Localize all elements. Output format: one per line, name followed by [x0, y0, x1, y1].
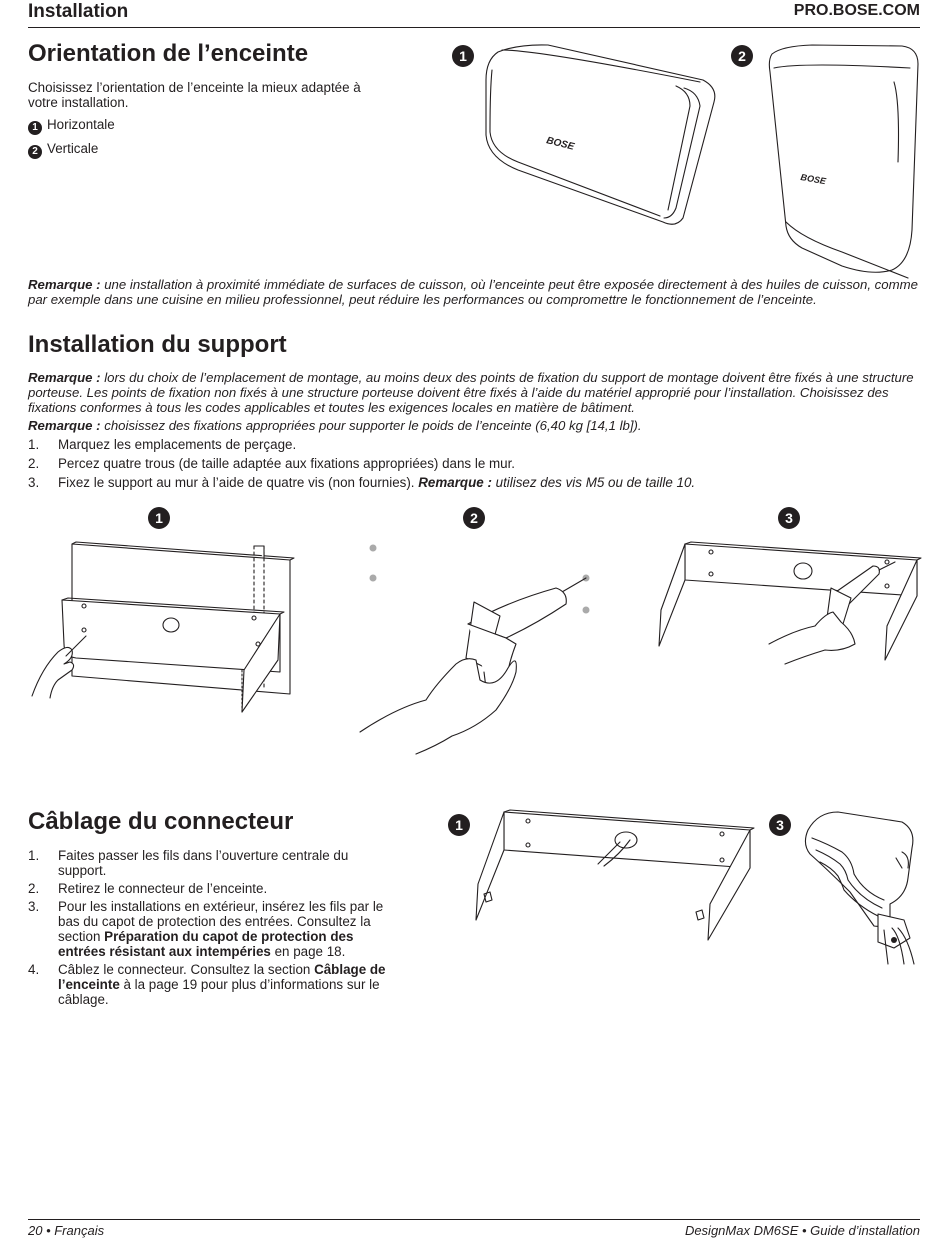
- speaker-vertical-illustration: [762, 42, 922, 277]
- support-figure-badge-3: 3: [778, 507, 800, 529]
- bose-logo-text: BOSE: [799, 172, 827, 187]
- note-label: Remarque :: [28, 277, 101, 292]
- list-item: 3. Pour les installations en extérieur, insérez les fils par le bas du capot de protection des entrées. Consultez la section Préparation du capot de protection des entrées résistant aux intempéries en page 18.: [28, 899, 384, 959]
- support-note-2: [28, 418, 921, 433]
- bose-logo-text: BOSE: [545, 135, 576, 153]
- orientation-option-2: [28, 141, 98, 159]
- connector-illustration: [798, 808, 923, 968]
- bracket-wire-illustration: [470, 808, 755, 943]
- note-text: une installation à proximité immédiate de surfaces de cuisson, où l’enceinte peut être exposée directement à des huiles de cuisson, comme par exemple dans une cuisine en milieu professionnel, peut réduire les performances ou compromettre le fonctionnement de l’enceinte.: [28, 277, 918, 307]
- wiring-steps: [28, 848, 400, 1007]
- orientation-title: Orientation de l’enceinte: [28, 40, 309, 67]
- marking-holes-illustration: [28, 540, 298, 710]
- wiring-figure-badge-3: 3: [769, 814, 791, 836]
- list-item: 2. Retirez le connecteur de l’enceinte.: [28, 881, 268, 896]
- orientation-note: [28, 277, 921, 307]
- list-item: 2. Percez quatre trous (de taille adaptée aux fixations appropriées) dans le mur.: [28, 456, 516, 471]
- note-label: Remarque :: [28, 418, 101, 433]
- header-site-url[interactable]: PRO.BOSE.COM: [793, 2, 920, 19]
- wiring-title: Câblage du connecteur: [28, 808, 294, 835]
- figure-badge-horizontal: 1: [452, 45, 474, 67]
- support-steps: [28, 437, 921, 490]
- figure-badge-vertical: 2: [731, 45, 753, 67]
- support-figure-badge-2: 2: [463, 507, 485, 529]
- orientation-intro: Choisissez l’orientation de l’enceinte la mieux adaptée à votre installation.: [28, 80, 361, 110]
- option-label: Verticale: [47, 141, 99, 156]
- drilling-illustration: [356, 540, 606, 755]
- header-rule: [28, 27, 920, 28]
- list-item: 1. Marquez les emplacements de perçage.: [28, 437, 297, 452]
- option-badge: 1: [28, 121, 42, 135]
- header-section-title: Installation: [28, 1, 129, 22]
- support-title: Installation du support: [28, 331, 287, 358]
- note-text: choisissez des fixations appropriées pour supporter le poids de l’enceinte (6,40 kg [14,1 lb]).: [100, 418, 642, 433]
- footer-doc-title: DesignMax DM6SE • Guide d’installation: [684, 1223, 920, 1238]
- support-note-1: [28, 370, 921, 415]
- note-label: Remarque :: [28, 370, 101, 385]
- wiring-figure-badge-1: 1: [448, 814, 470, 836]
- list-item: 4. Câblez le connecteur. Consultez la section Câblage de l’enceinte à la page 19 pour plus d’informations sur le câblage.: [28, 962, 386, 1007]
- note-text: lors du choix de l’emplacement de montage, au moins deux des points de fixation du support de montage doivent être fixés à une structure porteuse. Les points de fixation non fixés à une structure porteuse doivent être fixés à l’aide du matériel approprié pour l’installation. Choisissez des fixations conformes à tous les codes applicables et toutes les exigences locales en matière de bâtiment.: [28, 370, 914, 415]
- footer-rule: [28, 1219, 920, 1220]
- list-item: 1. Faites passer les fils dans l’ouverture centrale du support.: [28, 848, 349, 878]
- footer-page-label: 20 • Français: [28, 1223, 105, 1238]
- orientation-option-1: [28, 117, 115, 135]
- option-badge: 2: [28, 145, 42, 159]
- support-figure-badge-1: 1: [148, 507, 170, 529]
- option-label: Horizontale: [47, 117, 115, 132]
- speaker-horizontal-illustration: [478, 40, 723, 230]
- screw-bracket-illustration: [655, 540, 925, 670]
- list-item: 3. Fixez le support au mur à l’aide de quatre vis (non fournies). Remarque : utilisez des vis M5 ou de taille 10.: [28, 475, 696, 490]
